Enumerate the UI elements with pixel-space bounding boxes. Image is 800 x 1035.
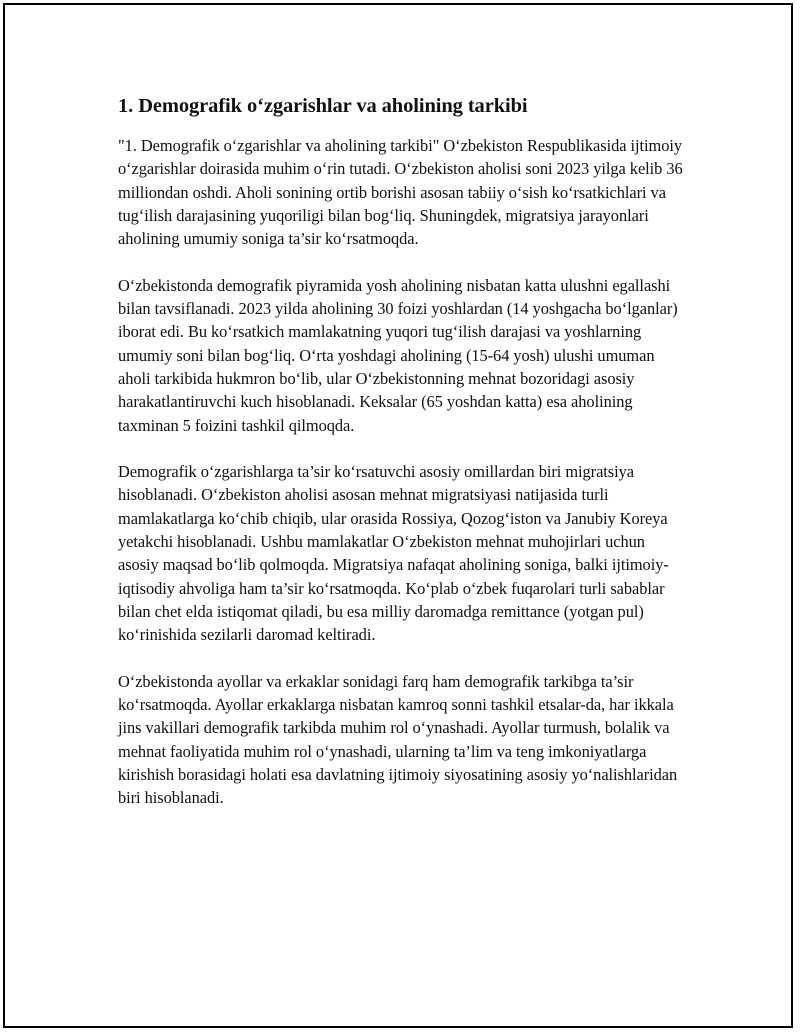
paragraph-age-structure: O‘zbekistonda demografik piyramida yosh aholining nisbatan katta ulushni egallashi bilan tavsiflanadi. 2023 yilda aholining 30 foizi yoshlardan (14 yoshgacha bo‘lganlar) iborat edi. Bu ko‘rsatkich mamlakatning yuqori tug‘ilish darajasi va yoshlarning umumiy soni bilan bog‘liq. O‘rta yoshdagi aholining (15-64 yosh) ulushi umuman aholi tarkibida hukmron bo‘lib, ular O‘zbekistonning mehnat bozoridagi asosiy harakatlantiruvchi kuch hisoblanadi. Keksalar (65 yoshdan katta) esa aholining taxminan 5 foizini tashkil qilmoqda. <box>118 275 678 435</box>
section-heading: 1. Demografik o‘zgarishlar va aholining tarkibi <box>118 95 528 117</box>
paragraph-gender: O‘zbekistonda ayollar va erkaklar sonidagi farq ham demografik tarkibga ta’sir ko‘rsatmoqda. Ayollar erkaklarga nisbatan kamroq sonni tashkil etsalar-da, har ikkala jins vakillari demografik tarkibda muhim rol o‘ynashadi. Ayollar turmush, bolalik va mehnat faoliyatida muhim rol o‘ynashadi, ularning ta’lim va teng imkoniyatlarga kirishish borasidagi holati esa davlatning ijtimoiy siyosatining asosiy yo‘nalishlaridan biri hisoblanadi. <box>118 671 678 808</box>
paragraph-migration: Demografik o‘zgarishlarga ta’sir ko‘rsatuvchi asosiy omillardan biri migratsiya hisoblanadi. O‘zbekiston aholisi asosan mehnat migratsiyasi natijasida turli mamlakatlarga ko‘chib chiqib, ular orasida Rossiya, Qozog‘iston va Janubiy Koreya yetakchi hisoblanadi. Ushbu mamlakatlar O‘zbekiston mehnat muhojirlari uchun asosiy maqsad bo‘lib qolmoqda. Migratsiya nafaqat aholining soniga, balki ijtimoiy-iqtisodiy ahvoliga ham ta’sir ko‘rsatmoqda. Ko‘plab o‘zbek fuqarolari turli sabablar bilan chet elda istiqomat qiladi, bu esa milliy daromadga remittance (yotgan pul) ko‘rinishida sezilarli daromad keltiradi. <box>118 462 669 645</box>
paragraph-intro: "1. Demografik o‘zgarishlar va aholining tarkibi" O‘zbekiston Respublikasida ijtimoiy o‘zgarishlar doirasida muhim o‘rin tutadi. O‘zbekiston aholisi soni 2023 yilga kelib 36 milliondan oshdi. Aholi sonining ortib borishi asosan tabiiy o‘sish ko‘rsatkichlari va tug‘ilish darajasining yuqoriligi bilan bog‘liq. Shuningdek, migratsiya jarayonlari aholining umumiy soniga ta’sir ko‘rsatmoqda. <box>118 136 683 249</box>
document-body <box>118 92 688 833</box>
